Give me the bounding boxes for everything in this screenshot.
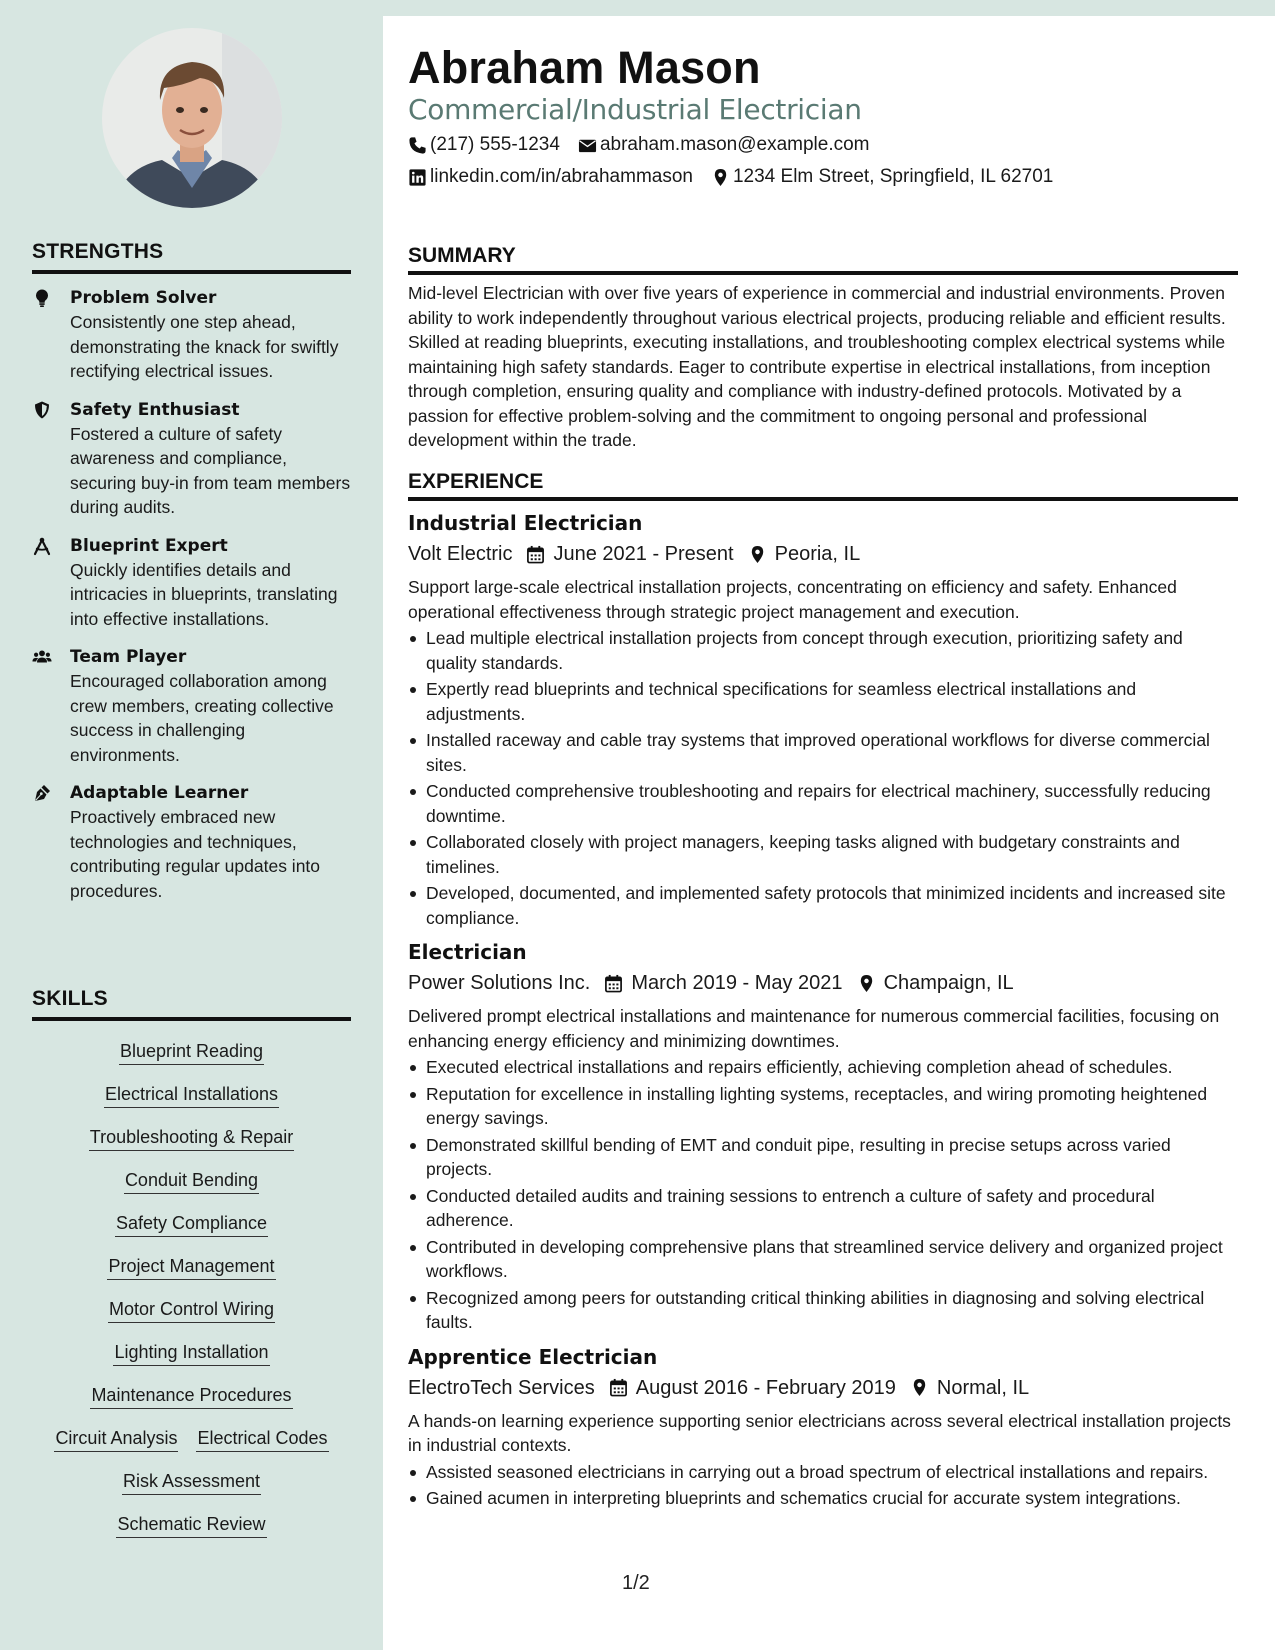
bullet-item: Executed electrical installations and repairs efficiently, achieving completion ahead of schedules.	[408, 1055, 1238, 1080]
job-dates: June 2021 - Present	[553, 543, 734, 565]
phone-icon	[408, 136, 427, 155]
strength-item	[32, 781, 351, 903]
address-text: 1234 Elm Street, Springfield, IL 62701	[732, 166, 1054, 187]
location-pin-icon	[910, 1378, 929, 1397]
job-title: Electrician	[408, 940, 527, 964]
lightbulb-icon	[32, 286, 70, 384]
sidebar	[0, 0, 383, 1650]
candidate-name: Abraham Mason	[408, 42, 761, 93]
phone-text: (217) 555-1234	[430, 134, 560, 155]
bullet-item: Demonstrated skillful bending of EMT and conduit pipe, resulting in precise setups across varied projects.	[408, 1133, 1238, 1182]
job-bullets	[408, 1055, 1238, 1335]
job-meta	[408, 970, 1238, 996]
job-title: Industrial Electrician	[408, 511, 643, 535]
contact-linkedin[interactable]	[408, 166, 693, 188]
strength-item	[32, 534, 351, 632]
strength-title: Adaptable Learner	[70, 783, 249, 803]
skill-tag: Motor Control Wiring	[108, 1298, 275, 1323]
skill-tag: Conduit Bending	[124, 1169, 259, 1194]
skills-section	[32, 987, 351, 1549]
location-pin-icon	[748, 545, 767, 564]
strength-title: Problem Solver	[70, 288, 217, 308]
strengths-heading: STRENGTHS	[32, 240, 351, 274]
job-dates: August 2016 - February 2019	[635, 1376, 896, 1399]
candidate-title: Commercial/Industrial Electrician	[408, 93, 862, 126]
users-icon	[32, 645, 70, 767]
main-content	[383, 16, 1275, 1650]
contact-row	[408, 166, 1071, 188]
strength-desc: Consistently one step ahead, demonstrating the knack for swiftly rectifying electrical issues.	[70, 312, 339, 381]
location-pin-icon	[711, 168, 730, 187]
skill-tag: Schematic Review	[116, 1513, 266, 1538]
experience-heading: EXPERIENCE	[408, 470, 1238, 501]
job-company: ElectroTech Services	[408, 1376, 595, 1399]
contact-phone[interactable]	[408, 134, 560, 156]
skill-tag: Maintenance Procedures	[90, 1384, 292, 1409]
calendar-icon	[526, 545, 545, 564]
skill-tag: Lighting Installation	[113, 1341, 269, 1366]
linkedin-text: linkedin.com/in/abrahammason	[430, 166, 693, 187]
job-location: Champaign, IL	[883, 972, 1014, 994]
page-indicator: 1/2	[622, 1572, 650, 1594]
calendar-icon	[604, 974, 623, 993]
job-location: Peoria, IL	[774, 543, 861, 565]
strengths-section	[32, 240, 351, 917]
experience-section	[408, 470, 1238, 1513]
bullet-item: Collaborated closely with project managers, keeping tasks aligned with budgetary constraints and timelines.	[408, 830, 1238, 879]
envelope-icon	[578, 136, 597, 155]
job-description: Support large-scale electrical installation projects, concentrating on efficiency and safety. Enhanced operational effectiveness through strategic project management and execution.	[408, 577, 1177, 622]
strength-title: Safety Enthusiast	[70, 399, 240, 420]
job-company: Volt Electric	[408, 543, 513, 565]
job-description: A hands-on learning experience supporting senior electricians across several electrical installation projects in industrial contexts.	[408, 1410, 1231, 1455]
strength-title: Blueprint Expert	[70, 535, 228, 556]
skills-heading: SKILLS	[32, 987, 351, 1021]
bullet-item: Lead multiple electrical installation projects from concept through execution, prioritizing safety and quality standards.	[408, 626, 1238, 675]
bullet-item: Gained acumen in interpreting blueprints and schematics crucial for accurate system integrations.	[408, 1486, 1238, 1511]
avatar-photo	[102, 28, 282, 208]
summary-section	[408, 244, 1238, 453]
strength-desc: Fostered a culture of safety awareness and compliance, securing buy-in from team members during audits.	[70, 423, 351, 517]
skills-list	[32, 1033, 351, 1549]
bullet-item: Reputation for excellence in installing lighting systems, receptacles, and wiring promoting heightened energy savings.	[408, 1082, 1238, 1131]
skill-tag: Electrical Codes	[196, 1427, 328, 1452]
job-entry	[408, 1343, 1238, 1511]
strength-desc: Quickly identifies details and intricacies in blueprints, translating into effective installations.	[70, 559, 338, 629]
location-pin-icon	[857, 974, 876, 993]
job-description: Delivered prompt electrical installations and maintenance for numerous commercial facilities, focusing on enhancing energy efficiency and minimizing downtimes.	[408, 1006, 1220, 1051]
job-entry	[408, 938, 1238, 1335]
strength-title: Team Player	[70, 647, 187, 667]
skill-tag: Safety Compliance	[115, 1212, 268, 1237]
strength-item	[32, 286, 351, 384]
bullet-item: Contributed in developing comprehensive plans that streamlined service delivery and organized project workflows.	[408, 1235, 1238, 1284]
job-location: Normal, IL	[936, 1376, 1030, 1399]
summary-text: Mid-level Electrician with over five years of experience in commercial and industrial environments. Proven ability to work independently throughout various electrical projects, producing reliable and efficient results. Skilled at reading blueprints, executing installations, and troubleshooting complex electrical systems while maintaining high safety standards. Eager to contribute expertise in electrical installations, from inception through completion, ensuring quality and compliance with industry-defined protocols. Motivated by a passion for effective problem-solving and the commitment to ongoing personal and professional development within the trade.	[408, 283, 1226, 450]
skill-tag: Project Management	[107, 1255, 275, 1280]
summary-heading: SUMMARY	[408, 244, 1238, 275]
bullet-item: Recognized among peers for outstanding critical thinking abilities in diagnosing and solving electrical faults.	[408, 1286, 1238, 1335]
job-dates: March 2019 - May 2021	[631, 972, 843, 994]
bullet-item: Installed raceway and cable tray systems that improved operational workflows for diverse commercial sites.	[408, 728, 1238, 777]
compass-drafting-icon	[32, 534, 70, 632]
strength-item	[32, 645, 351, 767]
strength-desc: Proactively embraced new technologies and techniques, contributing regular updates into procedures.	[70, 807, 321, 901]
pen-nib-icon	[32, 781, 70, 903]
job-meta	[408, 1375, 1238, 1401]
contact-email[interactable]	[578, 134, 870, 156]
skill-tag: Electrical Installations	[104, 1083, 279, 1108]
job-meta	[408, 541, 1238, 567]
strengths-list	[32, 286, 351, 903]
shield-icon	[32, 398, 70, 520]
bullet-item: Conducted comprehensive troubleshooting and repairs for electrical machinery, successfully reducing downtime.	[408, 779, 1238, 828]
email-text: abraham.mason@example.com	[599, 134, 870, 155]
strength-desc: Encouraged collaboration among crew members, creating collective success in challenging environments.	[70, 671, 334, 765]
contact-row	[408, 134, 888, 156]
linkedin-icon	[408, 168, 427, 187]
calendar-icon	[609, 1378, 628, 1397]
job-entry	[408, 509, 1238, 930]
job-company: Power Solutions Inc.	[408, 972, 591, 994]
strength-item	[32, 398, 351, 520]
skill-tag: Circuit Analysis	[54, 1427, 178, 1452]
skill-tag: Blueprint Reading	[119, 1040, 264, 1065]
contact-address	[711, 166, 1053, 188]
job-bullets	[408, 1460, 1238, 1511]
bullet-item: Conducted detailed audits and training sessions to entrench a culture of safety and procedural adherence.	[408, 1184, 1238, 1233]
skill-tag: Risk Assessment	[122, 1470, 261, 1495]
skill-tag: Troubleshooting & Repair	[89, 1126, 294, 1151]
avatar	[102, 28, 282, 208]
bullet-item: Expertly read blueprints and technical specifications for seamless electrical installations and adjustments.	[408, 677, 1238, 726]
bullet-item: Developed, documented, and implemented safety protocols that minimized incidents and increased site compliance.	[408, 881, 1238, 930]
job-title: Apprentice Electrician	[408, 1344, 658, 1369]
job-bullets	[408, 626, 1238, 930]
bullet-item: Assisted seasoned electricians in carrying out a broad spectrum of electrical installations and repairs.	[408, 1460, 1238, 1485]
